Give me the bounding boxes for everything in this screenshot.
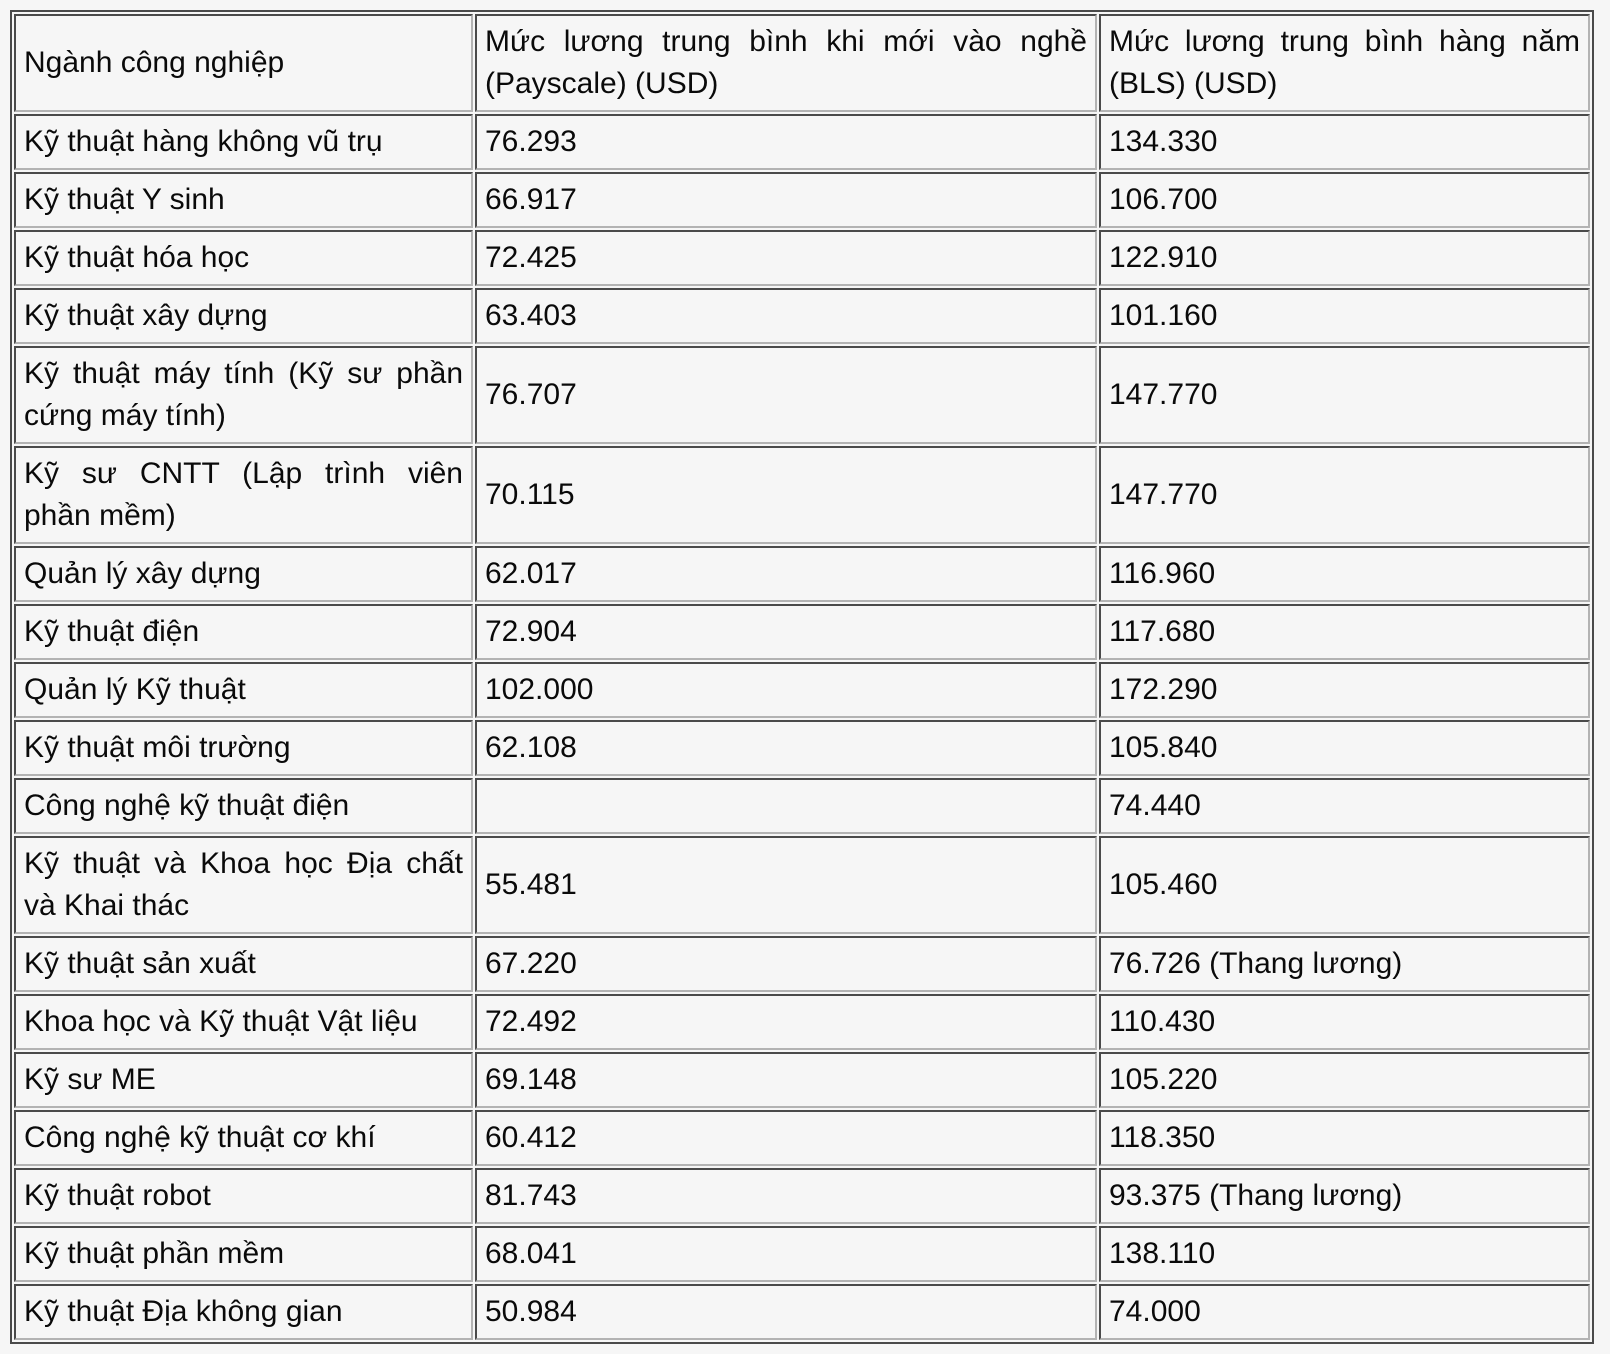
cell-entry-salary: 102.000 — [475, 662, 1097, 718]
table-row — [14, 1226, 1590, 1282]
cell-industry: Kỹ thuật Y sinh — [14, 172, 473, 228]
cell-annual-salary: 105.220 — [1099, 1052, 1590, 1108]
cell-entry-salary: 76.293 — [475, 114, 1097, 170]
cell-annual-salary: 74.440 — [1099, 778, 1590, 834]
cell-entry-salary: 72.904 — [475, 604, 1097, 660]
cell-annual-salary: 93.375 (Thang lương) — [1099, 1168, 1590, 1224]
cell-industry: Kỹ thuật môi trường — [14, 720, 473, 776]
table-row — [14, 1284, 1590, 1340]
cell-industry: Kỹ thuật Địa không gian — [14, 1284, 473, 1340]
table-row — [14, 936, 1590, 992]
cell-entry-salary: 72.492 — [475, 994, 1097, 1050]
table-header — [14, 14, 1590, 112]
cell-industry: Kỹ thuật hàng không vũ trụ — [14, 114, 473, 170]
cell-industry: Khoa học và Kỹ thuật Vật liệu — [14, 994, 473, 1050]
cell-industry: Kỹ sư ME — [14, 1052, 473, 1108]
cell-industry: Kỹ thuật hóa học — [14, 230, 473, 286]
cell-industry: Kỹ thuật robot — [14, 1168, 473, 1224]
header-row — [14, 14, 1590, 112]
cell-industry: Kỹ thuật máy tính (Kỹ sư phần cứng máy tính) — [14, 346, 473, 444]
cell-annual-salary: 117.680 — [1099, 604, 1590, 660]
cell-annual-salary: 76.726 (Thang lương) — [1099, 936, 1590, 992]
table-row — [14, 288, 1590, 344]
cell-annual-salary: 106.700 — [1099, 172, 1590, 228]
salary-table — [10, 10, 1594, 1344]
cell-annual-salary: 101.160 — [1099, 288, 1590, 344]
cell-entry-salary: 70.115 — [475, 446, 1097, 544]
cell-annual-salary: 134.330 — [1099, 114, 1590, 170]
cell-industry: Kỹ thuật phần mềm — [14, 1226, 473, 1282]
cell-annual-salary: 74.000 — [1099, 1284, 1590, 1340]
table-row — [14, 114, 1590, 170]
cell-industry: Kỹ thuật và Khoa học Địa chất và Khai thác — [14, 836, 473, 934]
table-row — [14, 546, 1590, 602]
cell-entry-salary: 60.412 — [475, 1110, 1097, 1166]
cell-entry-salary: 50.984 — [475, 1284, 1097, 1340]
table-body — [14, 114, 1590, 1340]
table-row — [14, 994, 1590, 1050]
cell-industry: Công nghệ kỹ thuật điện — [14, 778, 473, 834]
cell-annual-salary: 110.430 — [1099, 994, 1590, 1050]
cell-entry-salary — [475, 778, 1097, 834]
cell-entry-salary: 63.403 — [475, 288, 1097, 344]
cell-annual-salary: 118.350 — [1099, 1110, 1590, 1166]
cell-industry: Quản lý xây dựng — [14, 546, 473, 602]
table-row — [14, 836, 1590, 934]
table-row — [14, 662, 1590, 718]
cell-industry: Công nghệ kỹ thuật cơ khí — [14, 1110, 473, 1166]
cell-entry-salary: 68.041 — [475, 1226, 1097, 1282]
cell-entry-salary: 72.425 — [475, 230, 1097, 286]
table-row — [14, 1052, 1590, 1108]
cell-industry: Kỹ thuật sản xuất — [14, 936, 473, 992]
cell-entry-salary: 62.108 — [475, 720, 1097, 776]
column-header-entry-salary: Mức lương trung bình khi mới vào nghề (Payscale) (USD) — [475, 14, 1097, 112]
cell-industry: Kỹ thuật điện — [14, 604, 473, 660]
cell-entry-salary: 67.220 — [475, 936, 1097, 992]
table-row — [14, 604, 1590, 660]
cell-annual-salary: 122.910 — [1099, 230, 1590, 286]
table-row — [14, 230, 1590, 286]
cell-annual-salary: 172.290 — [1099, 662, 1590, 718]
column-header-annual-salary: Mức lương trung bình hàng năm (BLS) (USD) — [1099, 14, 1590, 112]
cell-annual-salary: 105.460 — [1099, 836, 1590, 934]
cell-annual-salary: 105.840 — [1099, 720, 1590, 776]
cell-entry-salary: 62.017 — [475, 546, 1097, 602]
table-row — [14, 172, 1590, 228]
cell-annual-salary: 147.770 — [1099, 446, 1590, 544]
cell-industry: Kỹ sư CNTT (Lập trình viên phần mềm) — [14, 446, 473, 544]
table-row — [14, 720, 1590, 776]
cell-entry-salary: 81.743 — [475, 1168, 1097, 1224]
cell-annual-salary: 138.110 — [1099, 1226, 1590, 1282]
table-row — [14, 1110, 1590, 1166]
table-row — [14, 1168, 1590, 1224]
table-row — [14, 446, 1590, 544]
cell-entry-salary: 66.917 — [475, 172, 1097, 228]
table-row — [14, 778, 1590, 834]
cell-entry-salary: 55.481 — [475, 836, 1097, 934]
column-header-industry: Ngành công nghiệp — [14, 14, 473, 112]
cell-industry: Kỹ thuật xây dựng — [14, 288, 473, 344]
table-row — [14, 346, 1590, 444]
cell-industry: Quản lý Kỹ thuật — [14, 662, 473, 718]
cell-entry-salary: 76.707 — [475, 346, 1097, 444]
cell-entry-salary: 69.148 — [475, 1052, 1097, 1108]
cell-annual-salary: 116.960 — [1099, 546, 1590, 602]
cell-annual-salary: 147.770 — [1099, 346, 1590, 444]
